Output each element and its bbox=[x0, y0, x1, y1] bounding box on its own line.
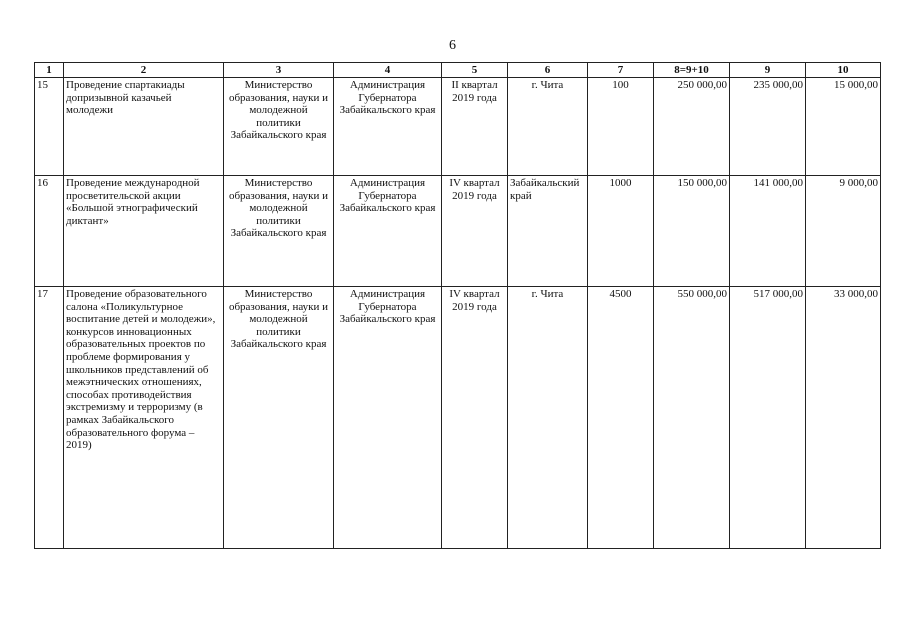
column-header: 10 bbox=[806, 63, 881, 78]
column-header: 6 bbox=[508, 63, 588, 78]
table-row bbox=[35, 78, 881, 176]
column-header: 4 bbox=[334, 63, 442, 78]
column-header: 7 bbox=[588, 63, 654, 78]
row-number: 17 bbox=[35, 287, 64, 549]
amount-col-9: 235 000,00 bbox=[730, 78, 806, 176]
executor: Министерство образования, науки и молодежной политики Забайкальского края bbox=[224, 176, 334, 287]
total-amount: 150 000,00 bbox=[654, 176, 730, 287]
amount-col-10: 9 000,00 bbox=[806, 176, 881, 287]
total-amount: 550 000,00 bbox=[654, 287, 730, 549]
participants: 100 bbox=[588, 78, 654, 176]
row-number: 15 bbox=[35, 78, 64, 176]
amount-col-9: 517 000,00 bbox=[730, 287, 806, 549]
participants: 4500 bbox=[588, 287, 654, 549]
events-table bbox=[34, 62, 881, 549]
row-number: 16 bbox=[35, 176, 64, 287]
total-amount: 250 000,00 bbox=[654, 78, 730, 176]
coexecutor: Администрация Губернатора Забайкальского края bbox=[334, 78, 442, 176]
header-row bbox=[35, 63, 881, 78]
amount-col-10: 33 000,00 bbox=[806, 287, 881, 549]
page-number: 6 bbox=[449, 38, 456, 53]
column-header: 3 bbox=[224, 63, 334, 78]
coexecutor: Администрация Губернатора Забайкальского края bbox=[334, 287, 442, 549]
executor: Министерство образования, науки и молодежной политики Забайкальского края bbox=[224, 287, 334, 549]
event-name: Проведение образовательного салона «Поликультурное воспитание детей и молодежи», конкурсов инновационных образовательных проектов по проблеме формирования у школьников представлений об межэтнических отношениях, способах противодействия экстремизму и терроризму (в рамках Забайкальского образовательного форума – 2019) bbox=[64, 287, 224, 549]
event-name: Проведение международной просветительской акции «Большой этнографический диктант» bbox=[64, 176, 224, 287]
place: г. Чита bbox=[508, 287, 588, 549]
table-row bbox=[35, 176, 881, 287]
column-header: 2 bbox=[64, 63, 224, 78]
period: II квартал 2019 года bbox=[442, 78, 508, 176]
executor: Министерство образования, науки и молодежной политики Забайкальского края bbox=[224, 78, 334, 176]
period: IV квартал 2019 года bbox=[442, 287, 508, 549]
column-header: 5 bbox=[442, 63, 508, 78]
column-header: 9 bbox=[730, 63, 806, 78]
coexecutor: Администрация Губернатора Забайкальского края bbox=[334, 176, 442, 287]
participants: 1000 bbox=[588, 176, 654, 287]
event-name: Проведение спартакиады допризывной казачьей молодежи bbox=[64, 78, 224, 176]
column-header: 1 bbox=[35, 63, 64, 78]
place: Забайкальский край bbox=[508, 176, 588, 287]
amount-col-10: 15 000,00 bbox=[806, 78, 881, 176]
table-row bbox=[35, 287, 881, 549]
amount-col-9: 141 000,00 bbox=[730, 176, 806, 287]
period: IV квартал 2019 года bbox=[442, 176, 508, 287]
place: г. Чита bbox=[508, 78, 588, 176]
column-header: 8=9+10 bbox=[654, 63, 730, 78]
